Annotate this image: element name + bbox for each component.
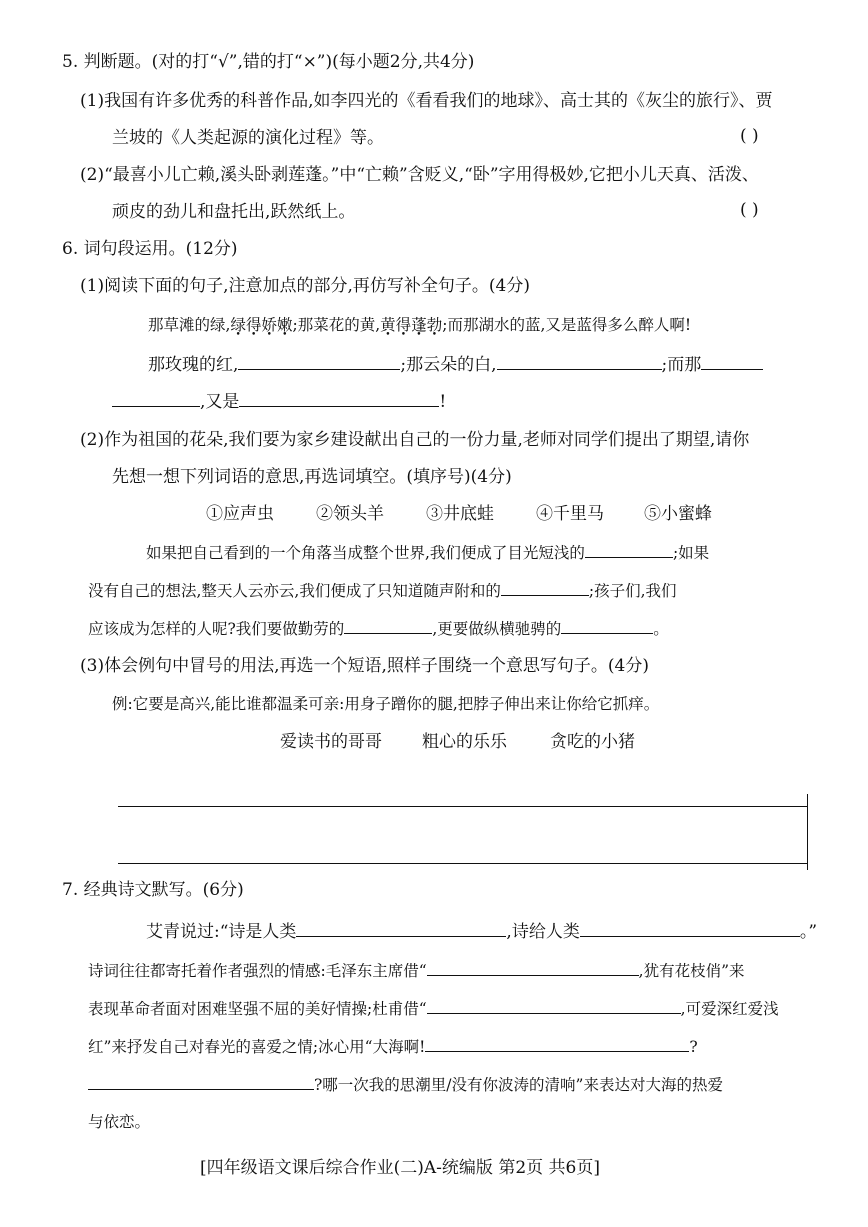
blank-rose[interactable] <box>238 352 400 370</box>
phrase-2: 粗心的乐乐 <box>422 732 507 752</box>
blank-para-3[interactable] <box>344 616 432 634</box>
q5-item1-answer-paren[interactable]: ( ) <box>740 126 759 146</box>
fill-prefix-cloud: ;那云朵的白, <box>400 355 497 375</box>
q6-para-line1 <box>146 540 709 565</box>
q6-fill-line2 <box>112 389 446 414</box>
para-text-b2: ;孩子们,我们 <box>588 582 677 600</box>
answer-line-2[interactable] <box>118 863 808 864</box>
q6-part3-example: 例:它要是高兴,能比谁都温柔可亲:用身子蹭你的腿,把脖子伸出来让你给它抓痒。 <box>112 695 660 713</box>
blank-poetry-3[interactable] <box>427 958 639 976</box>
fill-suffix: ! <box>439 392 447 412</box>
q7-line6: 与依恋。 <box>88 1113 151 1131</box>
blank-cloud[interactable] <box>497 352 662 370</box>
fill-prefix-youshi: ,又是 <box>200 392 240 412</box>
q7-line2 <box>88 958 745 983</box>
q7-l3-text-a: 表现革命者面对困难坚强不屈的美好情操;杜甫借“ <box>88 1000 427 1018</box>
q7-line1 <box>146 919 817 944</box>
blank-poetry-2[interactable] <box>580 919 800 937</box>
option-1: ①应声虫 <box>206 504 274 524</box>
blank-poetry-4[interactable] <box>427 996 681 1014</box>
q6-para-line2 <box>88 578 677 603</box>
para-text-b1: 没有自己的想法,整天人云亦云,我们便成了只知道随声附和的 <box>88 582 501 600</box>
q7-l1-text-b: ,诗给人类 <box>506 922 580 942</box>
q7-l4-text-a: 红”来抒发自己对春光的喜爱之情;冰心用“大海啊! <box>88 1038 426 1056</box>
q5-item2-line1: (2)“最喜小儿亡赖,溪头卧剥莲蓬。”中“亡赖”含贬义,“卧”字用得极妙,它把小儿天真、活泼、 <box>80 165 759 185</box>
q6-part2-line2: 先想一想下列词语的意思,再选词填空。(填序号)(4分) <box>112 467 512 487</box>
q7-l2-text-a: 诗词往往都寄托着作者强烈的情感:毛泽东主席借“ <box>88 962 427 980</box>
q6-part1-title: (1)阅读下面的句子,注意加点的部分,再仿写补全句子。(4分) <box>80 276 530 296</box>
q5-item2-answer-paren[interactable]: ( ) <box>740 200 759 220</box>
blank-poetry-1[interactable] <box>296 919 506 937</box>
para-text-a1: 如果把自己看到的一个角落当成整个世界,我们便成了目光短浅的 <box>146 544 585 562</box>
dotted-phrase-1: 绿得娇嫩 <box>230 316 293 334</box>
phrase-3: 贪吃的小猪 <box>550 732 635 752</box>
example-text-c: ;那菜花的黄, <box>292 316 381 334</box>
para-text-c2: ,更要做纵横驰骋的 <box>432 620 562 638</box>
q7-l3-text-b: ,可爱深红爱浅 <box>680 1000 779 1018</box>
blank-para-2[interactable] <box>501 578 589 596</box>
page-footer: [四年级语文课后综合作业(二)A-统编版 第2页 共6页] <box>200 1158 600 1178</box>
q7-l2-text-b: ,犹有花枝俏”来 <box>638 962 745 980</box>
fill-prefix-erna: ;而那 <box>661 355 702 375</box>
blank-erna-cont[interactable] <box>112 389 200 407</box>
q5-title: 5. 判断题。(对的打“√”,错的打“×”)(每小题2分,共4分) <box>62 52 475 72</box>
blank-youshi[interactable] <box>239 389 439 407</box>
phrase-1: 爱读书的哥哥 <box>280 732 382 752</box>
example-text-a: 那草滩的绿, <box>148 316 231 334</box>
answer-box-edge <box>807 794 808 870</box>
q7-line3 <box>88 996 779 1021</box>
dotted-phrase-2: 黄得蓬勃 <box>380 316 443 334</box>
q5-item1-line1: (1)我国有许多优秀的科普作品,如李四光的《看看我们的地球》、高士其的《灰尘的旅行》、贾 <box>80 91 773 111</box>
q6-part2-line1: (2)作为祖国的花朵,我们要为家乡建设献出自己的一份力量,老师对同学们提出了期望,请你 <box>80 430 750 450</box>
q7-title: 7. 经典诗文默写。(6分) <box>62 880 244 900</box>
para-text-c3: 。 <box>653 620 669 638</box>
option-4: ④千里马 <box>536 504 604 524</box>
q6-part3-title: (3)体会例句中冒号的用法,再选一个短语,照样子围绕一个意思写句子。(4分) <box>80 656 649 676</box>
q7-line5 <box>88 1072 723 1097</box>
blank-erna[interactable] <box>701 352 763 370</box>
fill-prefix-rose: 那玫瑰的红, <box>148 355 239 375</box>
q7-l1-text-c: 。” <box>799 922 818 942</box>
q6-title: 6. 词句段运用。(12分) <box>62 239 238 259</box>
para-text-a2: ;如果 <box>672 544 710 562</box>
option-5: ⑤小蜜蜂 <box>644 504 712 524</box>
blank-para-4[interactable] <box>561 616 653 634</box>
para-text-c1: 应该成为怎样的人呢?我们要做勤劳的 <box>88 620 345 638</box>
q5-item1-line2: 兰坡的《人类起源的演化过程》等。 <box>112 128 384 148</box>
q6-example-sentence <box>148 313 691 337</box>
option-3: ③井底蛙 <box>426 504 494 524</box>
q5-item2-line2: 顽皮的劲儿和盘托出,跃然纸上。 <box>112 202 356 222</box>
blank-para-1[interactable] <box>585 540 673 558</box>
answer-line-1[interactable] <box>118 806 808 807</box>
q7-l4-text-b: ? <box>689 1038 698 1056</box>
q6-para-line3 <box>88 616 669 641</box>
q7-l5-text-a: ?哪一次我的思潮里/没有你波涛的清响”来表达对大海的热爱 <box>314 1076 723 1094</box>
q7-l1-text-a: 艾青说过:“诗是人类 <box>146 922 297 942</box>
example-text-e: ;而那湖水的蓝,又是蓝得多么醉人啊! <box>442 316 692 334</box>
blank-poetry-6[interactable] <box>88 1072 314 1090</box>
q7-line4 <box>88 1034 698 1059</box>
blank-poetry-5[interactable] <box>425 1034 689 1052</box>
option-2: ②领头羊 <box>316 504 384 524</box>
q6-fill-line1 <box>148 352 763 377</box>
